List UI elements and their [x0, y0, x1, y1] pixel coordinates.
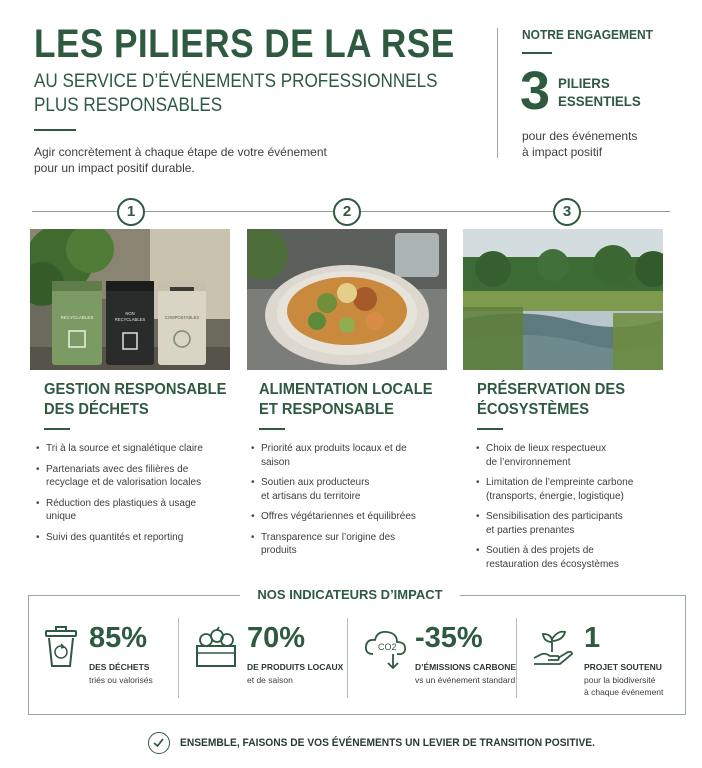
pillar-3-title-line-1: PRÉSERVATION DES — [477, 381, 626, 398]
list-item: • Limitation de l’empreinte carbone (transports, énergie, logistique) — [474, 476, 644, 503]
indicator-description — [584, 674, 663, 698]
indicator-description: triés ou valorisés — [89, 675, 153, 685]
indicator-value: 1 — [584, 622, 601, 654]
intro-line-1: Agir concrètement à chaque étape de votre événement — [34, 145, 327, 159]
co2-label: CO2 — [378, 642, 397, 652]
impact-indicators-title: NOS INDICATEURS D’IMPACT — [257, 587, 443, 602]
subtitle-line-2: PLUS RESPONSABLES — [34, 95, 223, 116]
indicator-divider — [347, 618, 348, 698]
list-item: • Tri à la source et signalétique claire — [34, 442, 224, 456]
pillar-number-2: 2 — [333, 198, 361, 226]
bin-label-non-line-2: RECYCLABLES — [114, 317, 146, 322]
engagement-desc-line-2: à impact positif — [522, 145, 603, 159]
indicator-value: 85% — [89, 622, 148, 654]
hand-sprout-icon — [532, 626, 576, 675]
indicator-label: D’ÉMISSIONS CARBONE — [415, 662, 517, 672]
engagement-number: 3 — [520, 61, 551, 121]
check-circle-icon — [148, 732, 170, 754]
header-vertical-divider — [497, 28, 498, 158]
engagement-description — [522, 128, 682, 160]
bin-label-non-line-1: NON — [125, 311, 135, 316]
page-title: LES PILIERS DE LA RSE — [34, 22, 455, 66]
pillar-2-title-line-1: ALIMENTATION LOCALE — [259, 381, 433, 398]
list-item: • Choix de lieux respectueux de l’environnement — [474, 442, 609, 469]
pillar-2-divider — [259, 428, 285, 430]
pillar-3-bullets — [474, 442, 644, 578]
intro-text — [34, 144, 334, 176]
subtitle-line-1: AU SERVICE D’ÉVÉNEMENTS PROFESSIONNELS — [34, 71, 438, 92]
pillar-3-divider — [477, 428, 503, 430]
pillar-1-title-line-2: DES DÉCHETS — [44, 401, 149, 418]
pillar-number-3: 3 — [553, 198, 581, 226]
pillar-number-1: 1 — [117, 198, 145, 226]
list-item: • Priorité aux produits locaux et de saison — [249, 442, 429, 469]
engagement-desc-line-1: pour des événements — [522, 129, 638, 143]
pillar-2-bullets — [249, 442, 429, 565]
indicator-label: DES DÉCHETS — [89, 662, 150, 672]
pillar-1-divider — [44, 428, 70, 430]
engagement-piliers — [558, 74, 641, 110]
indicator-label: DE PRODUITS LOCAUX — [247, 662, 344, 672]
indicator-divider — [516, 618, 517, 698]
indicator-description: et de saison — [247, 675, 293, 685]
list-item: • Partenariats avec des filières de recyclage et de valorisation locales — [34, 463, 224, 490]
piliers-line-1: PILIERS — [558, 75, 610, 91]
impact-indicators-heading — [240, 585, 460, 605]
bin-label-recyclables: RECYCLABLES — [60, 315, 94, 320]
local-food-bowl-photo — [247, 229, 447, 370]
pillar-3-title — [477, 380, 625, 420]
list-item: • Soutien à des projets de restauration des écosystèmes — [474, 544, 639, 571]
waste-bins-photo — [30, 229, 230, 370]
pillar-1-bullets — [34, 442, 224, 551]
pillar-1-title-line-1: GESTION RESPONSABLE — [44, 381, 227, 398]
co2-cloud-icon — [363, 626, 409, 677]
pillar-2-title-line-2: ET RESPONSABLE — [259, 401, 394, 418]
list-item: • Transparence sur l’origine des produits — [249, 531, 429, 558]
pillar-3-title-line-2: ÉCOSYSTÈMES — [477, 401, 590, 418]
list-item: • Soutien aux producteurs et artisans du territoire — [249, 476, 379, 503]
page-subtitle — [34, 70, 438, 118]
list-item: • Suivi des quantités et reporting — [34, 531, 224, 545]
indicator-value: 70% — [247, 622, 306, 654]
title-divider — [34, 129, 76, 131]
pillar-2-title — [259, 380, 433, 420]
indicator-divider — [178, 618, 179, 698]
recycle-bin-icon — [42, 626, 80, 675]
pillar-1-title — [44, 380, 226, 420]
indicator-description-line-2: à chaque événement — [584, 687, 664, 697]
indicator-description-line-1: pour la biodiversité — [584, 675, 656, 685]
intro-line-2: pour un impact positif durable. — [34, 161, 195, 175]
list-item: • Réduction des plastiques à usage unique — [34, 497, 224, 524]
piliers-line-2: ESSENTIELS — [558, 93, 641, 109]
engagement-label: NOTRE ENGAGEMENT — [522, 27, 653, 42]
indicator-label: PROJET SOUTENU — [584, 662, 662, 672]
engagement-divider — [522, 52, 552, 54]
bin-label-compostables: COMPOSTABLES — [164, 315, 200, 320]
produce-crate-icon — [194, 626, 238, 675]
wetland-ecosystem-photo — [463, 229, 663, 370]
list-item: • Sensibilisation des participants et parties prenantes — [474, 510, 624, 537]
footer-message: ENSEMBLE, FAISONS DE VOS ÉVÉNEMENTS UN LEVIER DE TRANSITION POSITIVE. — [180, 737, 595, 749]
list-item: • Offres végétariennes et équilibrées — [249, 510, 429, 524]
indicator-description: vs un événement standard — [415, 675, 516, 685]
indicator-value: -35% — [415, 622, 483, 654]
